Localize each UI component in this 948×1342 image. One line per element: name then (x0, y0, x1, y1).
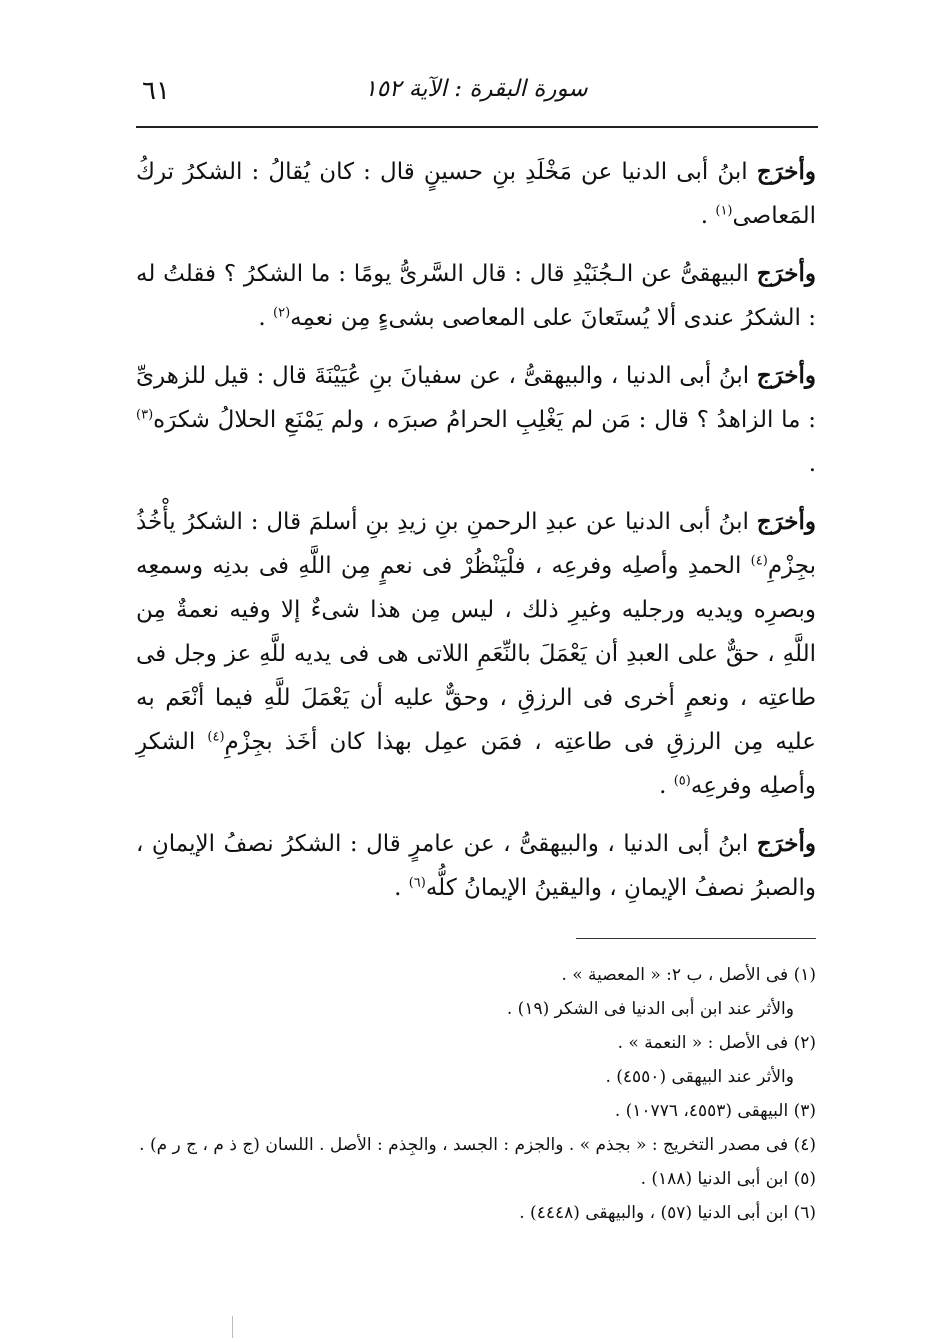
page-header (136, 72, 816, 112)
footnote-reference: (٢) (273, 305, 291, 321)
paragraph (136, 354, 816, 486)
footnote-divider (576, 938, 816, 939)
footnote: (٦) ابن أبى الدنيا (٥٧) ، والبيهقى (٤٤٤٨) . (519, 1203, 816, 1223)
lead-word: وأخرَج (756, 362, 816, 389)
paragraph-tail: . (808, 451, 816, 477)
footnote-reference: (٣) (136, 407, 154, 423)
footnotes (136, 958, 816, 1230)
footnote-continuation: والأثر عند ابن أبى الدنيا فى الشكر (١٩) . (506, 999, 794, 1019)
footnote-continuation: والأثر عند البيهقى (٤٥٥٠) . (605, 1067, 794, 1087)
running-head: سورة البقرة : الآية ١٥٢ (364, 76, 588, 102)
paragraph-text-continued: الحمدِ وأصلِه وفرعِه ، فلْيَنْظُرْ فى نعمٍ مِن اللَّهِ فى بدنِه وسمعِه وبصرِه ويديه ورجليه وغيرِ ذلك ، ليس مِن هذا شىءٌ إلا وفيه نعمةٌ مِن اللَّهِ ، حقٌّ على العبدِ أن يَعْمَلَ بالنِّعَمِ اللاتى هى فى يديه للَّهِ عز وجل فى طاعتِه ، ونعمٍ أخرى فى الرزقِ ، وحقٌّ عليه أن يَعْمَلَ للَّهِ فيما أنْعَم به عليه مِن الرزقِ فى طاعتِه ، فمَن عمِل بهذا كان أخَذ بجِزْمِ (136, 553, 816, 755)
footnote: (١) فى الأصل ، ب ٢: « المعصية » . (561, 965, 816, 985)
footnote: (٣) البيهقى (٤٥٥٣، ١٠٧٧٦) . (614, 1101, 816, 1121)
paragraph-text: البيهقىُّ عن الـجُنَيْدِ قال : قال السَّرىُّ يومًا : ما الشكرُ ؟ فقلتُ له : الشكرُ عندى ألا يُستَعانَ على المعاصى بشىءٍ مِن نعمِه (136, 261, 816, 331)
paragraph-tail: . (394, 875, 409, 901)
paragraph-text: ابنُ أبى الدنيا عن عبدِ الرحمنِ بنِ زيدِ بنِ أسلمَ قال : الشكرُ يأْخُذُ بجِزْمِ (136, 509, 816, 579)
header-divider (136, 126, 818, 128)
paragraph (136, 150, 816, 238)
paragraph-tail: . (659, 773, 674, 799)
paragraph (136, 500, 816, 808)
footnote-reference: (٦) (408, 875, 426, 891)
main-text (136, 150, 816, 924)
footnote: (٥) ابن أبى الدنيا (١٨٨) . (640, 1169, 816, 1189)
footnote-reference: (١) (715, 203, 733, 219)
paragraph-text: ابنُ أبى الدنيا ، والبيهقىُّ ، عن سفيانَ بنِ عُيَيْنَةَ قال : قيل للزهرىِّ : ما الزاهدُ ؟ قال : مَن لم يَغْلِبِ الحرامُ صبرَه ، ولم يَمْنَعِ الحلالُ شكرَه (136, 363, 816, 433)
lead-word: وأخرَج (756, 508, 816, 535)
footnote: (٢) فى الأصل : « النعمة » . (617, 1033, 816, 1053)
page-number: ٦١ (142, 76, 170, 106)
footnote-reference: (٤) (207, 729, 225, 745)
lead-word: وأخرَج (756, 830, 816, 857)
paragraph-text: ابنُ أبى الدنيا ، والبيهقىُّ ، عن عامرٍ قال : الشكرُ نصفُ الإيمانِ ، والصبرُ نصفُ الإيمانِ ، واليقينُ الإيمانُ كلُّه (136, 831, 816, 901)
lead-word: وأخرَج (756, 158, 816, 185)
footnote-reference: (٤) (750, 553, 768, 569)
paragraph-tail: . (258, 305, 274, 331)
footnote: (٤) فى مصدر التخريج : « بجذم » . والجزم : الجسد ، والجِذم : الأصل . اللسان (ج ذ م ، ج ر م) . (139, 1135, 816, 1155)
paragraph-text-continued: الشكرِ وأصلِه وفرعِه (136, 729, 816, 799)
scan-mark (232, 1316, 233, 1338)
lead-word: وأخرَج (756, 260, 816, 287)
footnote-reference: (٥) (673, 773, 691, 789)
paragraph (136, 822, 816, 910)
paragraph-text: ابنُ أبى الدنيا عن مَخْلَدِ بنِ حسينٍ قال : كان يُقالُ : الشكرُ تركُ المَعاصى (136, 159, 816, 229)
paragraph (136, 252, 816, 340)
paragraph-tail: . (700, 203, 716, 229)
